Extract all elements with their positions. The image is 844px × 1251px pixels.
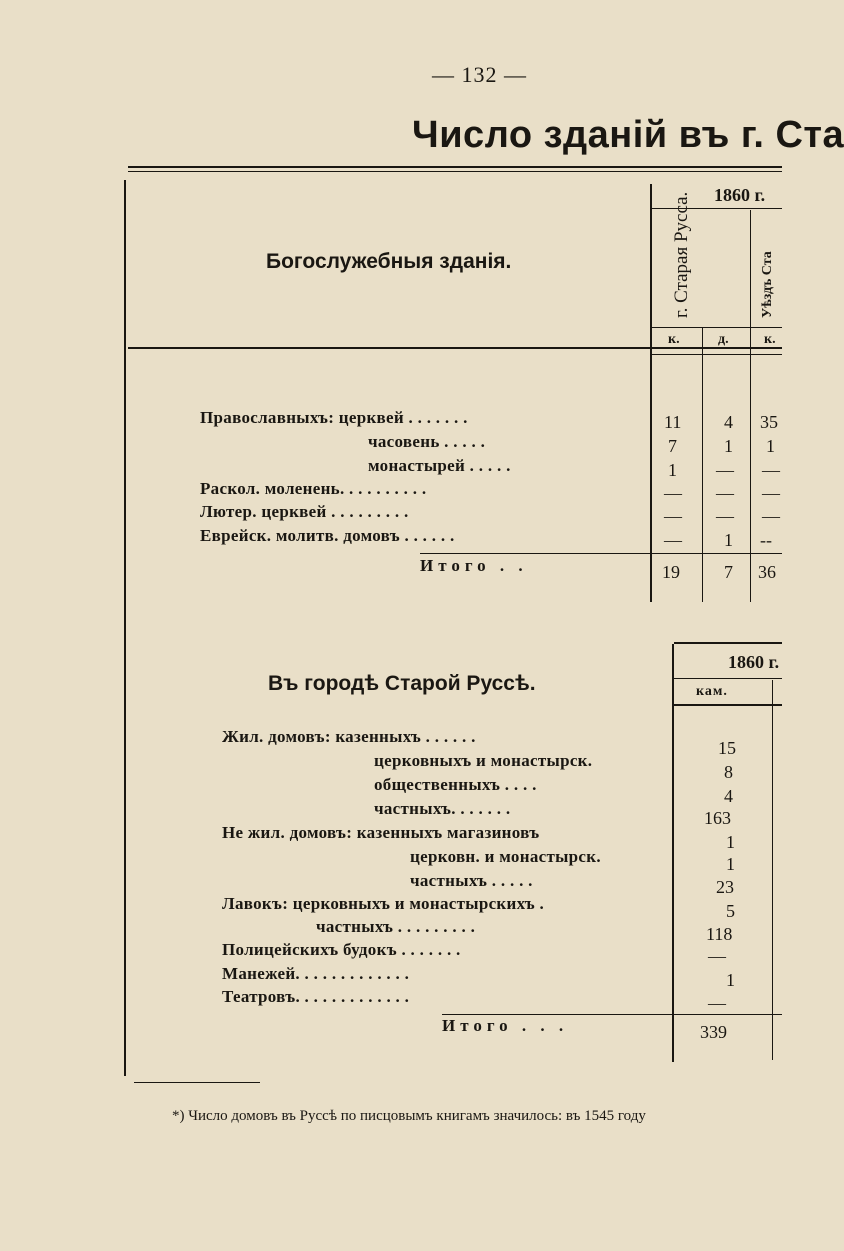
table-cell: 1	[726, 832, 735, 852]
total-label: Итого . .	[420, 556, 528, 575]
table-cell: 1	[726, 854, 735, 874]
col-divider-kd	[702, 328, 703, 602]
table-cell: 7	[668, 436, 677, 456]
col-divider-2	[772, 680, 773, 1060]
table-row: часовень . . . . .	[368, 432, 486, 451]
table-cell: 4	[724, 786, 733, 806]
table-row: Жил. домовъ: казенныхъ . . . . . .	[222, 727, 476, 746]
table-row: монастырей . . . . .	[368, 456, 511, 475]
table-cell: 35	[760, 412, 778, 432]
year-rule	[674, 678, 782, 679]
table-cell: 8	[724, 762, 733, 782]
table-cell: —	[716, 506, 734, 526]
table-cell: —	[762, 483, 780, 503]
table-cell: 1	[724, 530, 733, 550]
page-title: Число зданій въ г. Ста	[412, 114, 844, 156]
table-cell: —	[664, 506, 682, 526]
table-cell: 163	[704, 808, 731, 828]
table-row: Театровъ. . . . . . . . . . . . .	[222, 987, 410, 1006]
table-cell: 1	[726, 970, 735, 990]
table-row: Лавокъ: церковныхъ и монастырскихъ .	[222, 894, 545, 913]
footnote-rule	[134, 1082, 260, 1083]
table-cell: —	[664, 530, 682, 550]
total-rule	[420, 553, 782, 554]
table-cell: 23	[716, 877, 734, 897]
table-1-heading: Богослужебныя зданія.	[266, 250, 512, 273]
year-label: 1860 г.	[714, 185, 766, 205]
header-rule	[674, 704, 782, 706]
table-row: Еврейск. молитв. домовъ . . . . . .	[200, 526, 455, 545]
table-cell: 4	[724, 412, 733, 432]
table-cell: —	[708, 946, 726, 966]
total-rule	[442, 1014, 782, 1015]
col-divider	[672, 644, 674, 1062]
header-rule-2	[652, 354, 782, 355]
table-cell: 1	[724, 436, 733, 456]
col-divider	[650, 184, 652, 602]
table-cell: 15	[718, 738, 736, 758]
year-label: 1860 г.	[728, 652, 780, 672]
table-cell: —	[762, 460, 780, 480]
rule-top	[128, 166, 782, 168]
table-cell: --	[760, 530, 772, 550]
rule-top-thin	[128, 171, 782, 172]
sub-rule	[652, 327, 782, 328]
table-2-heading: Въ городѣ Старой Руссѣ.	[268, 672, 536, 695]
table-cell: —	[716, 483, 734, 503]
table-row: церковныхъ и монастырск.	[374, 751, 593, 770]
total-cell: 7	[724, 562, 733, 582]
table-cell: 1	[668, 460, 677, 480]
table-cell: 11	[664, 412, 682, 432]
total-cell: 19	[662, 562, 680, 582]
col-divider-2	[750, 210, 751, 602]
sub-k2-label: к.	[764, 332, 776, 347]
table-cell: —	[716, 460, 734, 480]
table-row: церковн. и монастырск.	[410, 847, 601, 866]
total-cell: 36	[758, 562, 776, 582]
table-row: Полицейскихъ будокъ . . . . . . .	[222, 940, 461, 959]
table-cell: —	[762, 506, 780, 526]
table-cell: 118	[706, 924, 733, 944]
table-cell: —	[664, 483, 682, 503]
total-cell: 339	[700, 1022, 727, 1042]
rule-top	[674, 642, 782, 644]
table-row: частныхъ . . . . . . . . .	[316, 917, 476, 936]
table-cell: —	[708, 993, 726, 1013]
left-margin-rule	[124, 180, 126, 1076]
total-label: Итого . . .	[442, 1016, 569, 1035]
col-town-label: г. Старая Русса.	[671, 191, 692, 318]
header-rule	[128, 347, 782, 349]
table-row: Лютер. церквей . . . . . . . . .	[200, 502, 409, 521]
table-row: частныхъ. . . . . . .	[374, 799, 511, 818]
table-row: Православныхъ: церквей . . . . . . .	[200, 408, 468, 427]
page-number: — 132 —	[432, 62, 527, 87]
table-row: общественныхъ . . . .	[374, 775, 537, 794]
table-cell: 1	[766, 436, 775, 456]
sub-k-label: к.	[668, 332, 680, 347]
table-cell: 5	[726, 901, 735, 921]
table-row: частныхъ . . . . .	[410, 871, 533, 890]
table-row: Манежей. . . . . . . . . . . . .	[222, 964, 410, 983]
col-district-label: Уѣздъ Ста	[760, 251, 775, 318]
sub-d-label: д.	[718, 332, 729, 347]
table-row: Не жил. домовъ: казенныхъ магазиновъ	[222, 823, 540, 842]
footnote: *) Число домовъ въ Руссѣ по писцовымъ книгамъ значилось: въ 1545 году	[172, 1108, 646, 1124]
table-row: Раскол. моленень. . . . . . . . . .	[200, 479, 427, 498]
sub-kam-label: кам.	[696, 684, 728, 699]
